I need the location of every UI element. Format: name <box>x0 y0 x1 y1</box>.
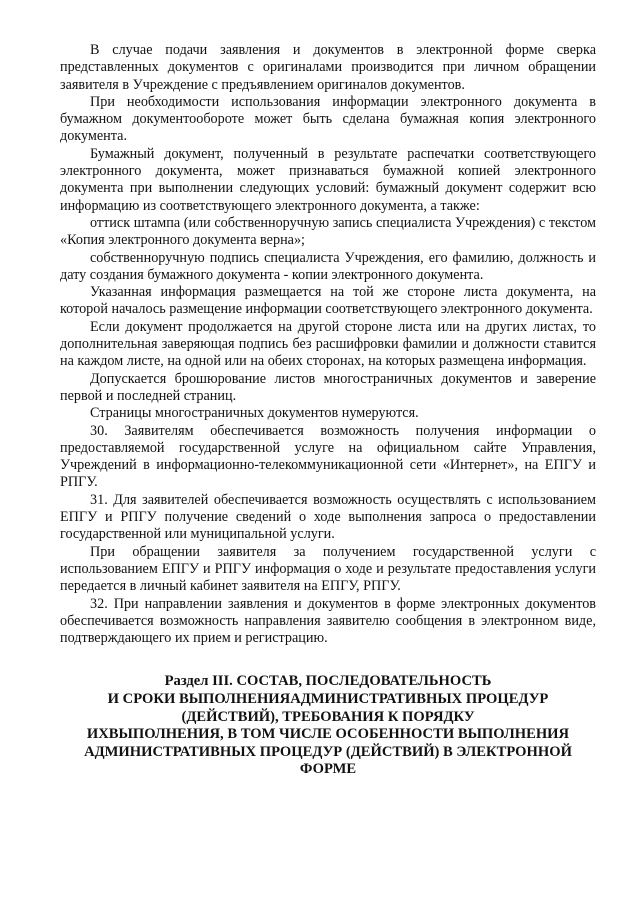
paragraph-status-info: При обращении заявителя за получением государственной услуги с использованием ЕПГУ и РПГУ информация о ходе и результате предоставления услуги передается в личный кабинет заявителя на ЕПГУ, РПГУ. <box>60 543 596 595</box>
paragraph-item-30: 30. Заявителям обеспечивается возможность получения информации о предоставляемой государственной услуге на официальном сайте Управления, Учреждений в информационно-телекоммуникационной сети «Интернет», на ЕПГУ и РПГУ. <box>60 422 596 491</box>
section-heading-line: АДМИНИСТРАТИВНЫХ ПРОЦЕДУР (ДЕЙСТВИЙ) В ЭЛЕКТРОННОЙ <box>84 743 572 760</box>
paragraph-item-32: 32. При направлении заявления и документов в форме электронных документов обеспечивается возможность направления заявителю сообщения в электронном виде, подтверждающего их прием и регистрацию. <box>60 595 596 647</box>
paragraph-paper-copy: При необходимости использования информации электронного документа в бумажном документообороте может быть сделана бумажная копия электронного документа. <box>60 93 596 145</box>
section-heading-line: ИХВЫПОЛНЕНИЯ, В ТОМ ЧИСЛЕ ОСОБЕННОСТИ ВЫПОЛНЕНИЯ <box>86 726 570 743</box>
section-heading-line: ФОРМЕ <box>299 761 357 778</box>
section-heading-line: (ДЕЙСТВИЙ), ТРЕБОВАНИЯ К ПОРЯДКУ <box>181 708 475 725</box>
paragraph-signature: собственноручную подпись специалиста Учреждения, его фамилию, должность и дату создания бумажного документа - копии электронного документа. <box>60 249 596 283</box>
paragraph-item-31: 31. Для заявителей обеспечивается возможность осуществлять с использованием ЕПГУ и РПГУ получение сведений о ходе выполнения запроса о предоставлении государственной или муниципальной услуги. <box>60 491 596 543</box>
paragraph-stamp: оттиск штампа (или собственноручную запись специалиста Учреждения) с текстом «Копия электронного документа верна»; <box>60 214 596 249</box>
paragraph-info-placement: Указанная информация размещается на той же стороне листа документа, на которой началось размещение информации соответствующего электронного документа. <box>60 284 596 318</box>
document-page <box>60 42 596 779</box>
paragraph-multiple-sheets: Если документ продолжается на другой стороне листа или на других листах, то дополнительная заверяющая подпись без расшифровки фамилии и должности ставится на каждом листе, на одной или на обеих сторонах, на которых размещена информация. <box>60 318 596 370</box>
section-heading-line: И СРОКИ ВЫПОЛНЕНИЯАДМИНИСТРАТИВНЫХ ПРОЦЕДУР <box>107 690 549 707</box>
paragraph-page-numbering: Страницы многостраничных документов нумеруются. <box>90 405 419 422</box>
section-heading-line: Раздел III. СОСТАВ, ПОСЛЕДОВАТЕЛЬНОСТЬ <box>164 673 492 690</box>
paragraph-binding: Допускается брошюрование листов многостраничных документов и заверение первой и последней страниц. <box>60 370 596 404</box>
paragraph-paper-copy-conditions: Бумажный документ, полученный в результате распечатки соответствующего электронного документа, может признаваться бумажной копией электронного документа при выполнении следующих условий: бумажный документ содержит всю информацию из соответствующего электронного документа, а также: <box>60 145 596 214</box>
section-heading <box>60 673 596 779</box>
paragraph-electronic-verification: В случае подачи заявления и документов в электронной форме сверка представленных документов с оригиналами производится при личном обращении заявителя в Учреждение с предъявлением оригиналов документов. <box>60 42 596 93</box>
